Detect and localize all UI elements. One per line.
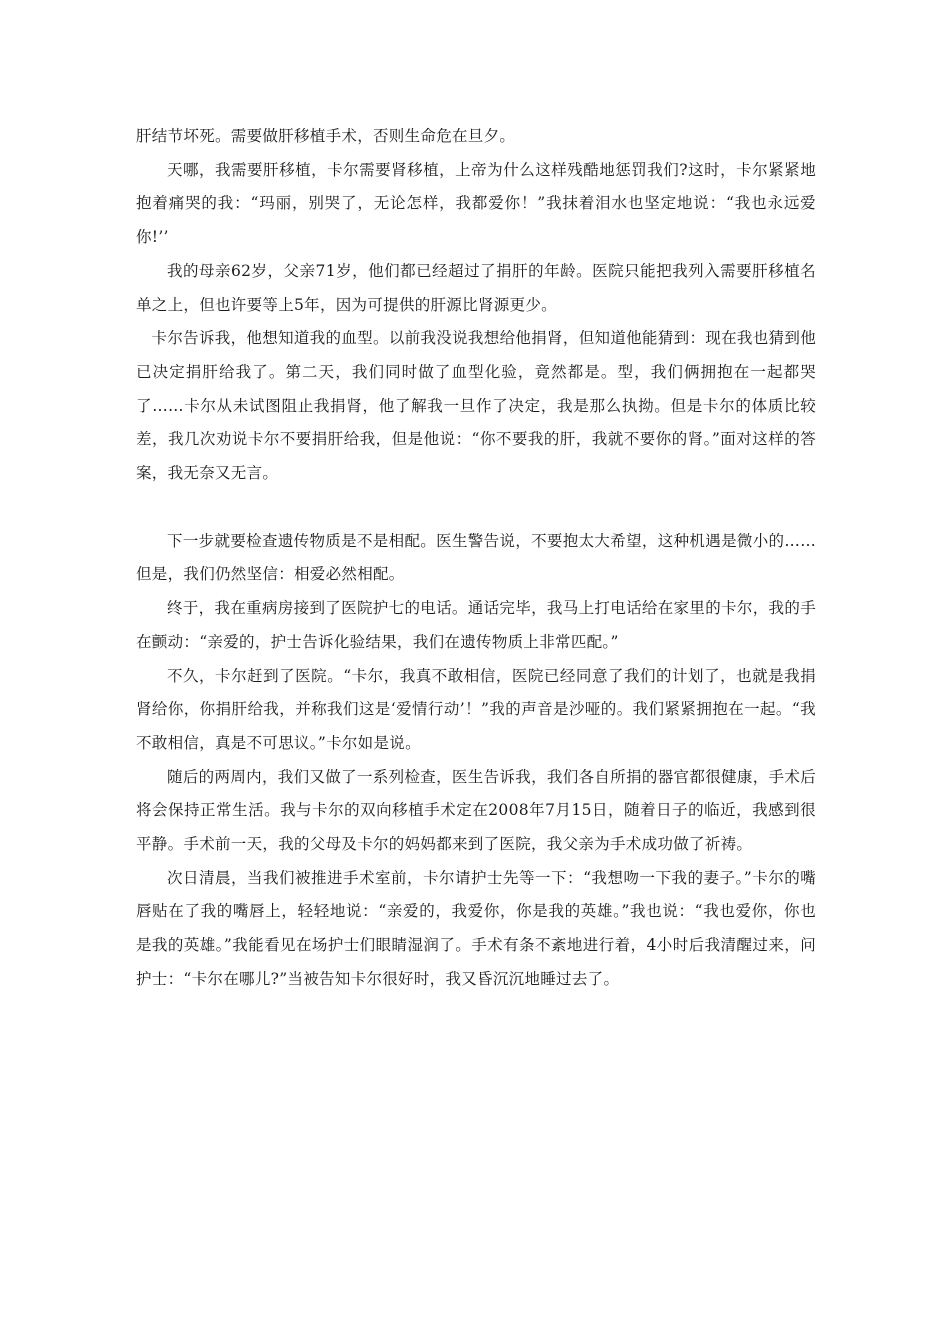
- paragraph-6: 终于，我在重病房接到了医院护七的电话。通话完毕，我马上打电话给在家里的卡尔，我的手在颤动：“亲爱的，护士告诉化验结果，我们在遗传物质上非常匹配。”: [136, 599, 816, 651]
- paragraph-2: 天哪，我需要肝移植，卡尔需要肾移植，上帝为什么这样残酷地惩罚我们?这时，卡尔紧紧地抱着痛哭的我：“玛丽，别哭了，无论怎样，我都爱你！”我抹着泪水也坚定地说：“我也永远爱你!’’: [136, 160, 816, 247]
- paragraph-8: 随后的两周内，我们又做了一系列检查，医生告诉我，我们各自所捐的器官都很健康，手术后将会保持正常生活。我与卡尔的双向移植手术定在2008年7月15日，随着日子的临近，我感到很平静。手术前一天，我的父母及卡尔的妈妈都来到了医院，我父亲为手术成功做了祈祷。: [136, 767, 816, 854]
- paragraph-9: 次日清晨，当我们被推进手术室前，卡尔请护士先等一下：“我想吻一下我的妻子。”卡尔的嘴唇贴在了我的嘴唇上，轻轻地说：“亲爱的，我爱你，你是我的英雄。”我也说：“我也爱你，你也是我的英雄。”我能看见在场护士们眼睛湿润了。手术有条不紊地进行着，4小时后我清醒过来，问护士：“卡尔在哪儿?”当被告知卡尔很好时，我又昏沉沉地睡过去了。: [136, 868, 816, 988]
- paragraph-4: 卡尔告诉我，他想知道我的血型。以前我没说我想给他捐肾，但知道他能猜到：现在我也猜到他已决定捐肝给我了。第二天，我们同时做了血型化验，竟然都是。型，我们俩拥抱在一起都哭了……卡尔从未试图阻止我捐肾，他了解我一旦作了决定，我是那么执拗。但是卡尔的体质比较差，我几次劝说卡尔不要捐肝给我，但是他说：“你不要我的肝，我就不要你的肾。”面对这样的答案，我无奈又无言。: [136, 329, 816, 483]
- paragraph-7: 不久，卡尔赶到了医院。“卡尔，我真不敢相信，医院已经同意了我们的计划了，也就是我捐肾给你，你捐肝给我，并称我们这是‘爱情行动’！”我的声音是沙哑的。我们紧紧拥抱在一起。“我不敢相信，真是不可思议。”卡尔如是说。: [136, 666, 816, 752]
- document-body: [136, 120, 816, 997]
- paragraph-gap: [136, 491, 816, 525]
- paragraph-1: 肝结节坏死。需要做肝移植手术，否则生命危在旦夕。: [136, 127, 516, 145]
- paragraph-3: 我的母亲62岁，父亲71岁，他们都已经超过了捐肝的年龄。医院只能把我列入需要肝移植名单之上，但也许要等上5年，因为可提供的肝源比肾源更少。: [136, 261, 816, 314]
- paragraph-5: 下一步就要检查遗传物质是不是相配。医生警告说，不要抱太大希望，这种机遇是微小的……但是，我们仍然坚信：相爱必然相配。: [136, 531, 816, 584]
